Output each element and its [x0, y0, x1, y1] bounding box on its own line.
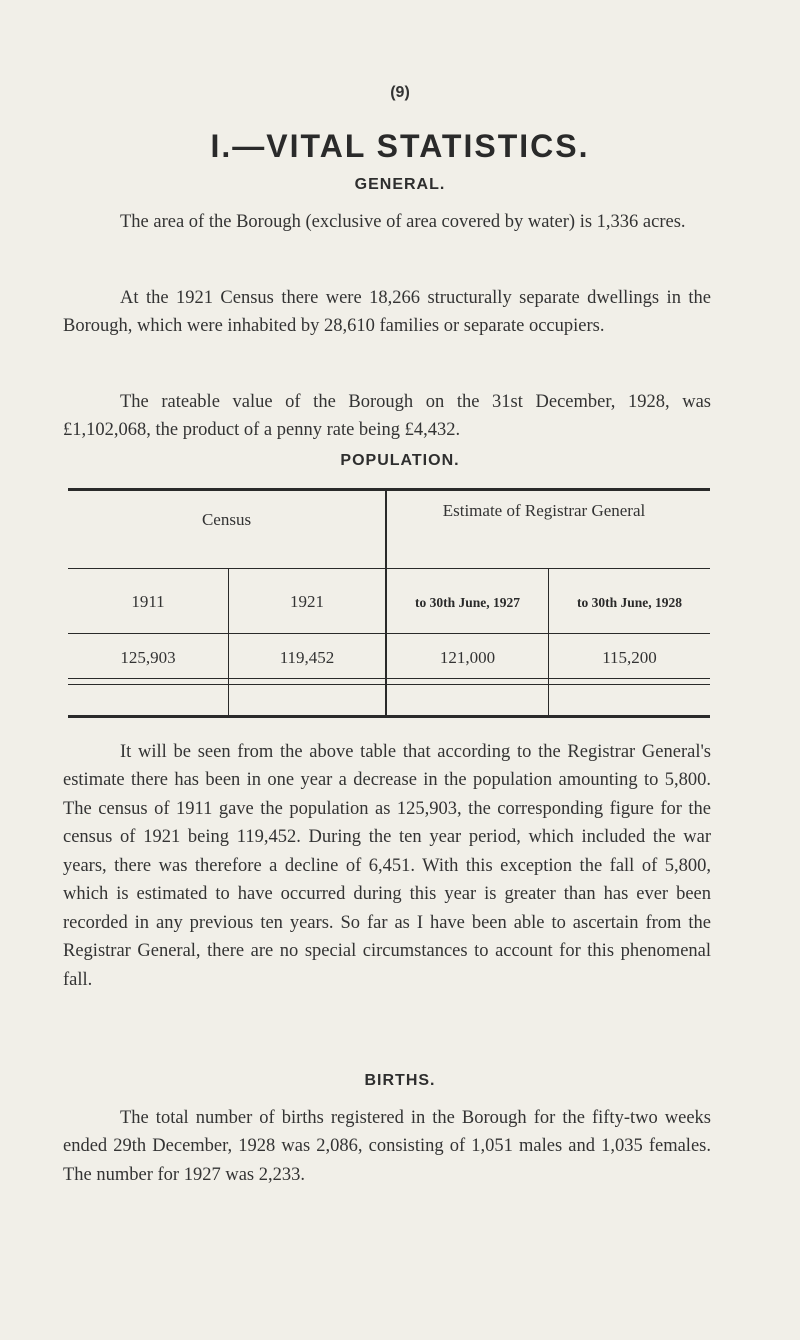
page-title: I.—VITAL STATISTICS. — [210, 128, 590, 164]
population-paragraph: It will be seen from the above table that according to the Registrar General's estimate there has been in one year a decrease in the population amounting to 5,800. The census of 1911 gave the population as 125,903, the corresponding figure for the census of 1921 being 119,452. During the ten year period, which included the war years, there was therefore a decline of 6,451. With this exception the fall of 5,800, which is estimated to have occurred during this year is greater than has ever been recorded in any previous ten years. So far as I have been able to ascertain from the Registrar General, there are no special circumstances to account for this phenomenal fall. — [63, 741, 711, 990]
column-header-1927: to 30th June, 1927 — [414, 595, 520, 610]
table-header-rule — [68, 568, 710, 569]
table-top-rule — [68, 488, 710, 491]
births-paragraph: The total number of births registered in the Borough for the fifty-two weeks ended 29th December, 1928 was 2,086, consisting of 1,051 males and 1,035 females. The number for 1927 was 2,233. — [63, 1107, 711, 1185]
general-heading: GENERAL. — [354, 176, 446, 193]
value-1928: 115,200 — [602, 648, 657, 667]
column-header-1921: 1921 — [290, 592, 324, 611]
value-1921: 119,452 — [279, 648, 335, 667]
page-number: (9) — [390, 84, 410, 101]
value-1911: 125,903 — [120, 648, 176, 667]
column-header-1911: 1911 — [131, 592, 165, 611]
column-header-1928: to 30th June, 1928 — [576, 595, 682, 610]
value-1927: 121,000 — [439, 648, 496, 667]
table-divider-census — [228, 569, 229, 715]
population-heading: POPULATION. — [340, 452, 460, 469]
table-value-rule-double — [68, 684, 710, 685]
general-paragraph-area: The area of the Borough (exclusive of area covered by water) is 1,336 acres. — [120, 211, 686, 232]
general-paragraph-rateable-value: The rateable value of the Borough on the 31st December, 1928, was £1,102,068, the product of a penny rate being £4,432. — [63, 391, 711, 440]
group-header-census: Census — [201, 510, 252, 529]
births-heading: BIRTHS. — [364, 1072, 436, 1089]
table-divider-estimate — [548, 569, 549, 715]
group-header-estimate: Estimate of Registrar General — [442, 501, 646, 520]
table-column-rule — [68, 633, 710, 634]
general-paragraph-dwellings: At the 1921 Census there were 18,266 structurally separate dwellings in the Borough, which were inhabited by 28,610 families or separate occupiers. — [63, 287, 711, 336]
table-value-rule — [68, 678, 710, 679]
population-table — [68, 488, 710, 718]
table-bottom-rule — [68, 715, 710, 718]
